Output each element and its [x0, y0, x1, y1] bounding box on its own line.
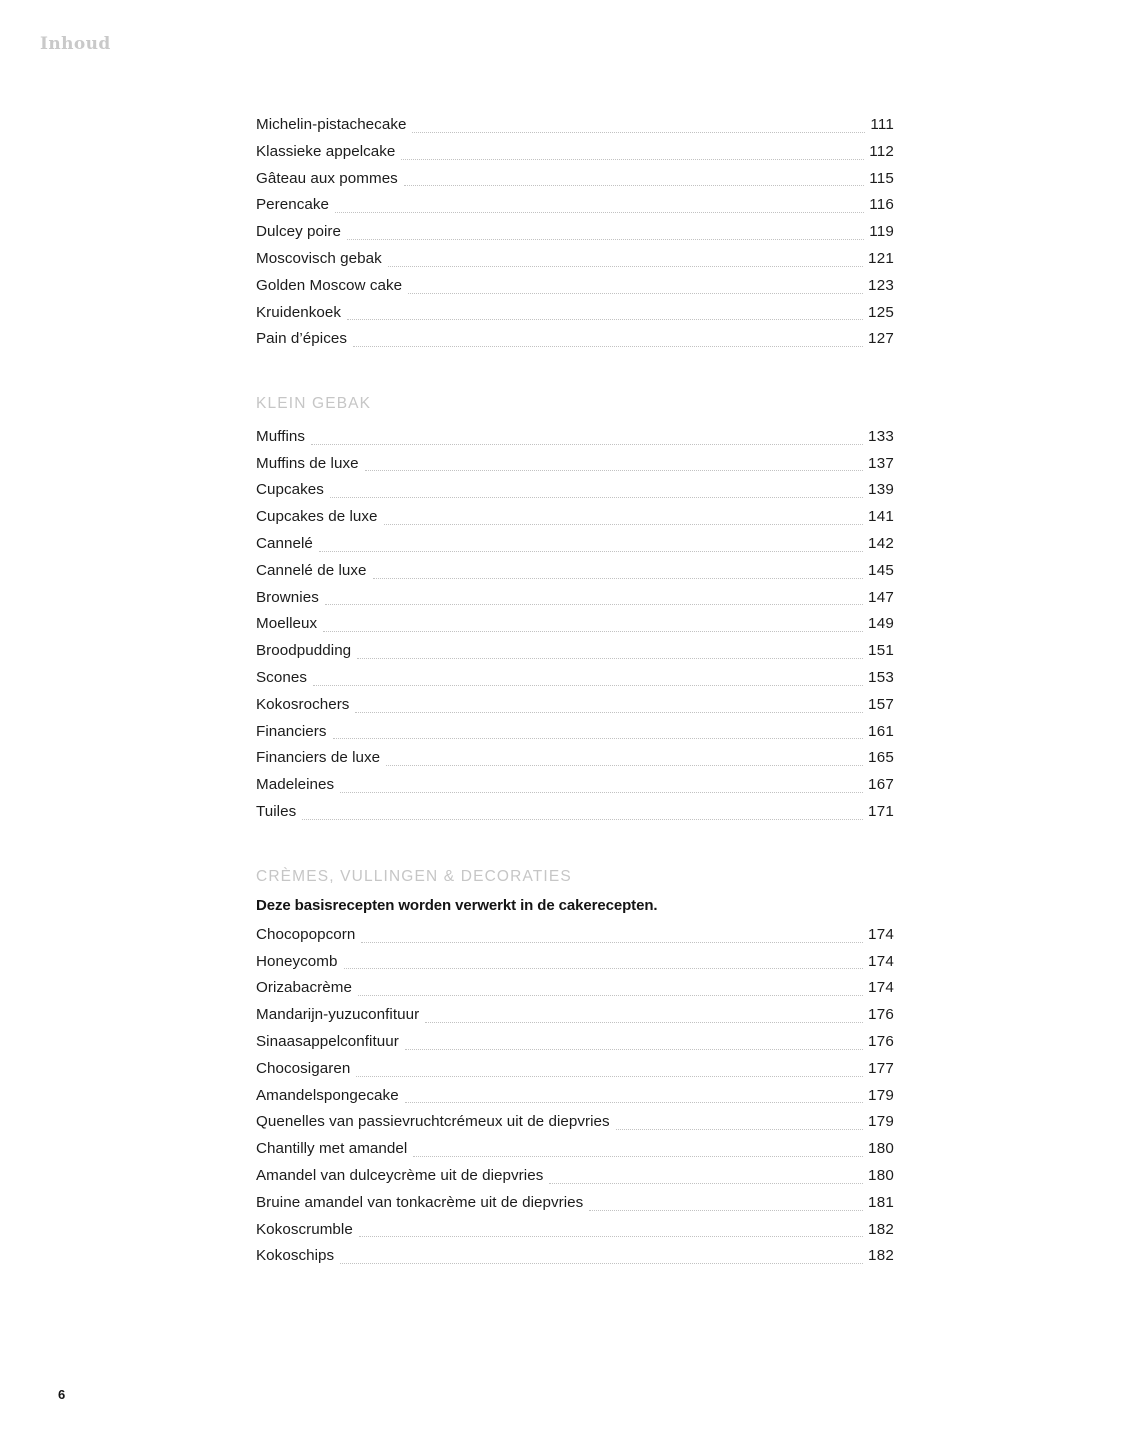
toc-entry-leader	[425, 1002, 863, 1029]
toc-entry-leader	[549, 1163, 863, 1190]
toc-entry-title: Honeycomb	[256, 952, 338, 970]
toc-entry[interactable]	[256, 166, 894, 193]
toc-entry-title: Kruidenkoek	[256, 303, 341, 321]
toc-entry-leader	[333, 719, 863, 746]
toc-entry-title: Moelleux	[256, 615, 318, 633]
toc-entry[interactable]	[256, 1109, 894, 1136]
toc-entry-leader	[357, 638, 863, 665]
toc-entry-page-number: 147	[868, 588, 894, 606]
toc-entry[interactable]	[256, 975, 894, 1002]
toc-section-heading: KLEIN GEBAK	[256, 395, 372, 413]
toc-section	[256, 868, 894, 1270]
toc-section-note: Deze basisrecepten worden verwerkt in de cakerecepten.	[256, 897, 658, 915]
toc-entry-leader	[302, 799, 863, 826]
toc-entry-title: Amandelspongecake	[256, 1086, 399, 1104]
toc-entry-leader	[405, 1083, 863, 1110]
toc-entry[interactable]	[256, 638, 894, 665]
toc-entry[interactable]	[256, 326, 894, 353]
toc-entry-leader	[373, 558, 864, 585]
toc-entry-title: Pain d’épices	[256, 330, 347, 348]
toc-entry-leader	[361, 922, 863, 949]
toc-entry-page-number: 161	[868, 722, 894, 740]
toc-entry-page-number: 115	[869, 169, 894, 187]
toc-entry-page-number: 119	[869, 223, 894, 241]
toc-entry[interactable]	[256, 1083, 894, 1110]
toc-entry[interactable]	[256, 949, 894, 976]
toc-entry-leader	[413, 1136, 863, 1163]
toc-entry-leader	[311, 424, 863, 451]
toc-entry-leader	[408, 273, 863, 300]
toc-entry-leader	[330, 477, 863, 504]
toc-entry-leader	[386, 745, 863, 772]
toc-entry-leader	[388, 246, 863, 273]
toc-entry-title: Orizabacrème	[256, 979, 352, 997]
toc-entry[interactable]	[256, 692, 894, 719]
running-head: Inhoud	[40, 34, 111, 54]
toc-entry[interactable]	[256, 246, 894, 273]
toc-entry[interactable]	[256, 1190, 894, 1217]
toc-entry-title: Amandel van dulceycrème uit de diepvries	[256, 1166, 544, 1184]
toc-entry-page-number: 177	[868, 1059, 894, 1077]
toc-entry[interactable]	[256, 1056, 894, 1083]
toc-entry[interactable]	[256, 477, 894, 504]
toc-entry[interactable]	[256, 665, 894, 692]
toc-entry-page-number: 142	[868, 534, 894, 552]
toc-entry-leader	[325, 585, 863, 612]
toc-entry-page-number: 165	[868, 749, 894, 767]
toc-entry-leader	[589, 1190, 863, 1217]
toc-section-heading: CRÈMES, VULLINGEN & DECORATIES	[256, 867, 572, 885]
toc-entry-title: Michelin-pistachecake	[256, 116, 407, 133]
toc-entry-title: Gâteau aux pommes	[256, 169, 398, 187]
toc-entry[interactable]	[256, 558, 894, 585]
toc-entry[interactable]	[256, 585, 894, 612]
toc-entry[interactable]	[256, 300, 894, 327]
toc-entry-leader	[323, 611, 863, 638]
toc-entry-page-number: 137	[868, 454, 894, 472]
toc-entry-title: Financiers	[256, 722, 327, 740]
toc-entry-page-number: 182	[868, 1220, 894, 1238]
toc-entry-page-number: 167	[868, 776, 894, 794]
toc-entry[interactable]	[256, 192, 894, 219]
toc-entry-leader	[412, 112, 865, 139]
toc-entry-page-number: 180	[868, 1166, 894, 1184]
toc-entry[interactable]	[256, 219, 894, 246]
toc-entry-title: Chantilly met amandel	[256, 1140, 408, 1158]
toc-entry-title: Moscovisch gebak	[256, 249, 382, 267]
toc-entry[interactable]	[256, 1002, 894, 1029]
toc-entry-title: Cannelé	[256, 534, 313, 552]
toc-entry-page-number: 139	[868, 481, 894, 499]
toc-entry-title: Muffins	[256, 427, 306, 445]
toc-entry-title: Quenelles van passievruchtcrémeux uit de diepvries	[256, 1113, 610, 1131]
toc-entry-page-number: 182	[868, 1247, 894, 1265]
toc-entry-page-number: 149	[868, 615, 894, 633]
toc-entry-page-number: 179	[868, 1086, 894, 1104]
toc-entry-leader	[347, 300, 863, 327]
toc-entry[interactable]	[256, 719, 894, 746]
toc-entry-page-number: 123	[868, 276, 894, 294]
toc-entry-page-number: 151	[868, 642, 894, 660]
toc-section	[256, 112, 894, 353]
toc-entry-leader	[359, 1217, 863, 1244]
toc-entry-page-number: 153	[868, 668, 894, 686]
toc-entry-leader	[405, 1029, 863, 1056]
toc-entry-leader	[319, 531, 863, 558]
toc-entry[interactable]	[256, 273, 894, 300]
toc-entry-page-number: 176	[868, 1006, 894, 1024]
page-number: 6	[58, 1387, 66, 1402]
toc-entry-title: Broodpudding	[256, 642, 352, 660]
toc-entry-page-number: 125	[868, 303, 894, 321]
toc-entry-title: Cannelé de luxe	[256, 561, 367, 579]
toc-entry-page-number: 176	[868, 1033, 894, 1050]
toc-entry-leader	[365, 451, 863, 478]
toc-entry-leader	[347, 219, 864, 246]
toc-entry-title: Chocosigaren	[256, 1059, 351, 1077]
toc-entry-page-number: 174	[868, 952, 894, 970]
toc-entry-page-number: 179	[868, 1113, 894, 1131]
toc-entry-leader	[344, 949, 864, 976]
toc-entry-leader	[355, 692, 863, 719]
toc-entry-page-number: 171	[868, 802, 894, 820]
toc-entry[interactable]	[256, 745, 894, 772]
toc-entry-page-number: 127	[868, 330, 894, 348]
toc-entry[interactable]	[256, 531, 894, 558]
toc-entry-title: Scones	[256, 668, 307, 686]
toc-entry-title: Tuiles	[256, 802, 297, 820]
toc-entry-leader	[358, 975, 863, 1002]
toc-entry[interactable]	[256, 799, 894, 826]
toc-entry-title: Dulcey poire	[256, 223, 342, 241]
toc-entry[interactable]	[256, 1217, 894, 1244]
toc-entry[interactable]	[256, 1029, 894, 1056]
toc-entry-title: Golden Moscow cake	[256, 276, 403, 294]
toc-entry[interactable]	[256, 611, 894, 638]
toc-entry-page-number: 111	[870, 116, 894, 133]
toc-entry-title: Kokoscrumble	[256, 1220, 353, 1238]
toc-entry-page-number: 157	[868, 695, 894, 713]
toc-entry[interactable]	[256, 451, 894, 478]
toc-entry-title: Sinaasappelconfituur	[256, 1033, 399, 1050]
toc-entry-title: Financiers de luxe	[256, 749, 381, 767]
toc-entry-page-number: 112	[869, 142, 894, 160]
table-of-contents	[256, 112, 894, 1270]
toc-entry-leader	[340, 1243, 863, 1270]
toc-entry[interactable]	[256, 504, 894, 531]
toc-entry-page-number: 181	[868, 1193, 894, 1211]
toc-entry-page-number: 180	[868, 1140, 894, 1158]
toc-entry[interactable]	[256, 922, 894, 949]
toc-section	[256, 395, 894, 826]
toc-entry-title: Madeleines	[256, 776, 335, 794]
toc-entry-leader	[335, 192, 864, 219]
toc-entry[interactable]	[256, 139, 894, 166]
toc-entry-page-number: 145	[868, 561, 894, 579]
toc-entry-leader	[384, 504, 864, 531]
toc-entry-leader	[340, 772, 863, 799]
toc-entry-leader	[401, 139, 864, 166]
toc-entry-title: Bruine amandel van tonkacrème uit de diepvries	[256, 1193, 584, 1211]
toc-entry-title: Kokoschips	[256, 1247, 335, 1265]
toc-entry-page-number: 141	[868, 508, 894, 526]
toc-entry-page-number: 116	[869, 196, 894, 214]
toc-entry[interactable]	[256, 1136, 894, 1163]
toc-entry-title: Brownies	[256, 588, 319, 606]
toc-entry-page-number: 174	[868, 979, 894, 997]
toc-entry[interactable]	[256, 1243, 894, 1270]
toc-entry-leader	[404, 166, 864, 193]
toc-entry-page-number: 174	[868, 925, 894, 943]
toc-entry-title: Klassieke appelcake	[256, 142, 396, 160]
toc-entry-page-number: 121	[868, 249, 894, 267]
toc-entry-title: Cupcakes de luxe	[256, 508, 378, 526]
toc-entry-leader	[356, 1056, 863, 1083]
toc-entry-title: Kokosrochers	[256, 695, 350, 713]
toc-entry[interactable]	[256, 772, 894, 799]
toc-entry-leader	[353, 326, 863, 353]
toc-entry[interactable]	[256, 112, 894, 139]
toc-entry-page-number: 133	[868, 427, 894, 445]
toc-entry-title: Mandarijn-yuzuconfituur	[256, 1006, 420, 1024]
toc-entry-leader	[616, 1109, 863, 1136]
toc-entry-leader	[313, 665, 863, 692]
toc-entry[interactable]	[256, 1163, 894, 1190]
toc-entry-title: Muffins de luxe	[256, 454, 359, 472]
toc-entry[interactable]	[256, 424, 894, 451]
toc-entry-title: Chocopopcorn	[256, 925, 356, 943]
toc-entry-title: Perencake	[256, 196, 330, 214]
toc-entry-title: Cupcakes	[256, 481, 324, 499]
